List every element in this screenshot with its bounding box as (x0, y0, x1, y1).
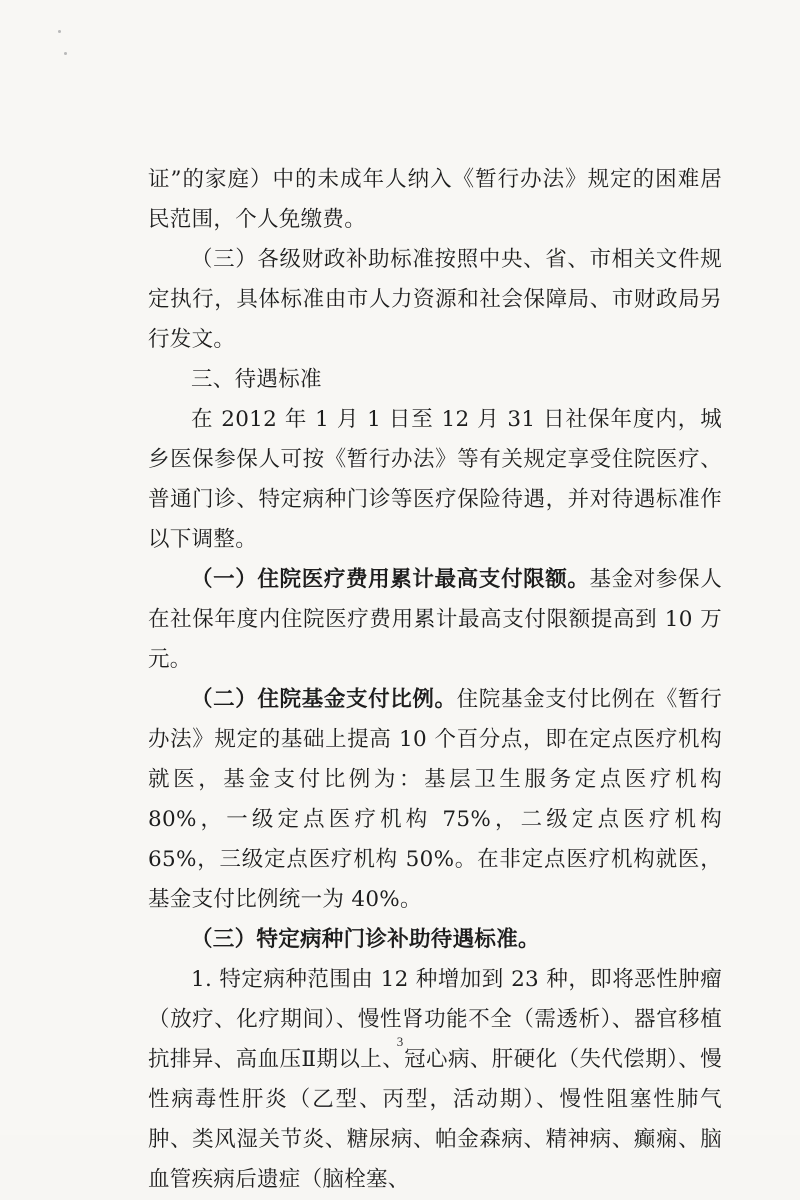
subheading-special-disease-outpatient: （三）特定病种门诊补助待遇标准。 (191, 927, 540, 952)
paragraph-max-payment-limit-body: 基金对参保人在社保年度内住院医疗费用累计最高支付限额提高到 10 万元。 (148, 567, 722, 672)
scan-speck (64, 52, 67, 55)
paragraph-payment-ratio-body: 住院基金支付比例在《暂行办法》规定的基础上提高 10 个百分点，即在定点医疗机构就医，基金支付比例为：基层卫生服务定点医疗机构 80%，一级定点医疗机构 75%，二级定点医疗机构 65%，三级定点医疗机构 50%。在非定点医疗机构就医，基金支付比例统一为 40%。 (148, 687, 722, 912)
subheading-payment-ratio: （二）住院基金支付比例。 (191, 687, 457, 712)
section-heading-benefit-standards: 三、待遇标准 (191, 367, 322, 392)
scan-speck (58, 30, 61, 33)
paragraph-benefit-intro: 在 2012 年 1 月 1 日至 12 月 31 日社保年度内，城乡医保参保人可按《暂行办法》等有关规定享受住院医疗、普通门诊、特定病种门诊等医疗保险待遇，并对待遇标准作以下调整。 (148, 407, 722, 552)
paragraph-max-payment-limit (148, 560, 722, 680)
paragraph-fiscal-subsidy: （三）各级财政补助标准按照中央、省、市相关文件规定执行，具体标准由市人力资源和社会保障局、市财政局另行发文。 (148, 247, 722, 352)
paragraph-payment-ratio (148, 680, 722, 920)
page-number: 3 (396, 1034, 404, 1049)
paragraph-special-disease-list: 1. 特定病种范围由 12 种增加到 23 种，即将恶性肿瘤（放疗、化疗期间）、慢性肾功能不全（需透析）、器官移植抗排异、高血压Ⅱ期以上、冠心病、肝硬化（失代偿期）、慢性病毒性肝炎（乙型、丙型，活动期）、慢性阻塞性肺气肿、类风湿关节炎、糖尿病、帕金森病、精神病、癫痫、脑血管疾病后遗症（脑栓塞、 (148, 967, 722, 1192)
paragraph-continuation: 证”的家庭）中的未成年人纳入《暂行办法》规定的困难居民范围，个人免缴费。 (148, 167, 722, 232)
subheading-max-payment-limit: （一）住院医疗费用累计最高支付限额。 (191, 567, 590, 592)
